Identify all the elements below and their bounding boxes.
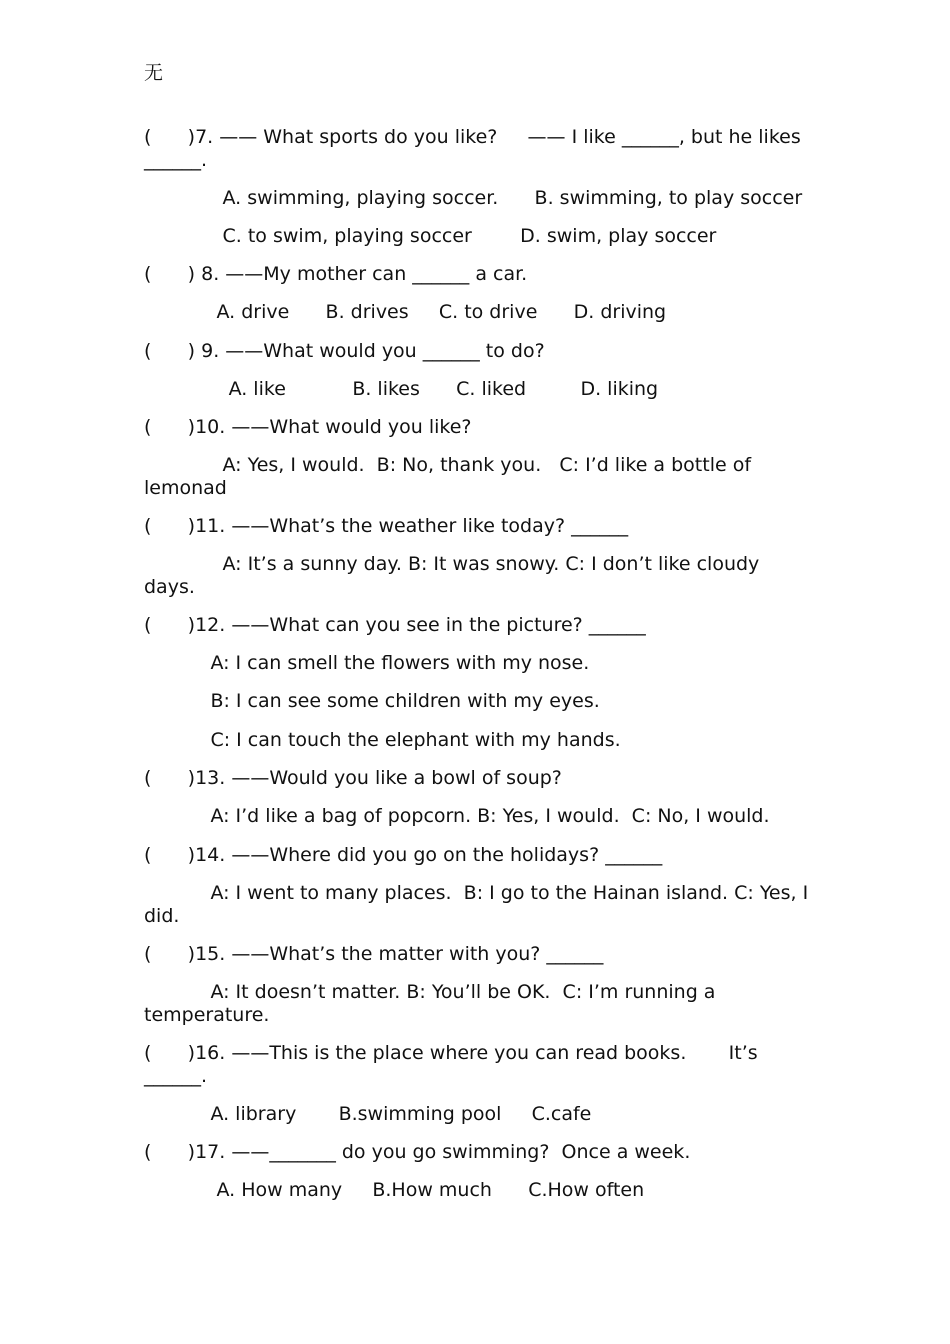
question-9: ( ) 9. ——What would you ______ to do? (144, 340, 545, 362)
question-12: ( )12. ——What can you see in the picture? ______ (144, 614, 646, 636)
question-12-option-c: C: I can touch the elephant with my hands. (144, 729, 621, 751)
question-11: ( )11. ——What’s the weather like today? ______ (144, 515, 629, 537)
question-16: ( )16. ——This is the place where you can read books. It’s ______. (144, 1042, 764, 1087)
question-7-options-cd: C. to swim, playing soccer D. swim, play soccer (144, 225, 717, 247)
question-11-options: A: It’s a sunny day. B: It was snowy. C: I don’t like cloudy days. (144, 553, 766, 598)
question-10: ( )10. ——What would you like? (144, 416, 472, 438)
question-15-options: A: It doesn’t matter. B: You’ll be OK. C: I’m running a temperature. (144, 981, 722, 1026)
question-8-options: A. drive B. drives C. to drive D. driving (144, 301, 667, 323)
question-8: ( ) 8. ——My mother can ______ a car. (144, 263, 528, 285)
question-7-options-ab: A. swimming, playing soccer. B. swimming, to play soccer (144, 187, 803, 209)
question-13: ( )13. ——Would you like a bowl of soup? (144, 767, 562, 789)
question-14: ( )14. ——Where did you go on the holidays? ______ (144, 844, 663, 866)
question-15: ( )15. ——What’s the matter with you? ______ (144, 943, 604, 965)
question-17: ( )17. ——_______ do you go swimming? Once a week. (144, 1141, 691, 1163)
question-12-option-a: A: I can smell the flowers with my nose. (144, 652, 590, 674)
question-13-options: A: I’d like a bag of popcorn. B: Yes, I would. C: No, I would. (144, 805, 770, 827)
question-10-options: A: Yes, I would. B: No, thank you. C: I’d like a bottle of lemonad (144, 454, 758, 499)
question-17-options: A. How many B.How much C.How often (144, 1179, 645, 1201)
question-7: ( )7. —— What sports do you like? —— I like ______, but he likes ______. (144, 126, 807, 171)
page-header: 无 (144, 62, 164, 84)
question-12-option-b: B: I can see some children with my eyes. (144, 690, 600, 712)
question-14-options: A: I went to many places. B: I go to the Hainan island. C: Yes, I did. (144, 882, 815, 927)
question-16-options: A. library B.swimming pool C.cafe (144, 1103, 592, 1125)
question-9-options: A. like B. likes C. liked D. liking (144, 378, 659, 400)
